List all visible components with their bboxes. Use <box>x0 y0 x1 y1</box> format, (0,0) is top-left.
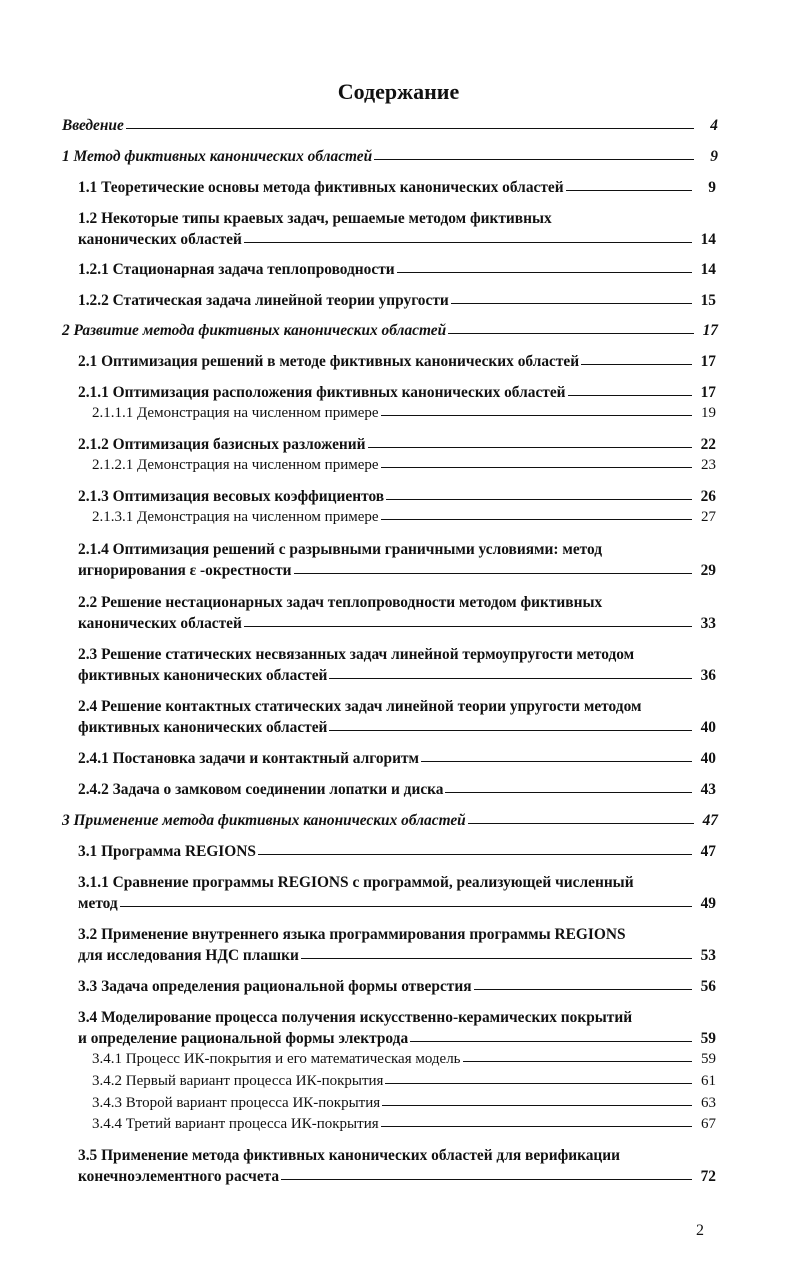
leader-line <box>566 190 692 191</box>
toc-entry-text: Введение <box>62 117 124 134</box>
leader-line <box>445 792 692 793</box>
toc-entry-1-1 <box>78 177 716 198</box>
toc-entry-2-1-2 <box>78 434 716 455</box>
toc-page-number: 17 <box>700 384 716 401</box>
toc-page-number: 47 <box>700 843 716 860</box>
toc-entry-text: фиктивных канонических областей <box>78 667 328 684</box>
toc-entry-2-1-1 <box>78 382 716 403</box>
toc-page-number: 53 <box>700 947 716 964</box>
toc-entry-text-line1: 3.2 Применение внутреннего языка программирования программы REGIONS <box>78 926 626 943</box>
toc-page-number: 23 <box>701 457 716 473</box>
toc-entry-3-5 <box>78 1145 716 1187</box>
toc-entry-3-1 <box>78 841 716 862</box>
toc-entry-3-4 <box>78 1007 716 1049</box>
toc-entry-3-1-1 <box>78 872 716 914</box>
toc-page-number: 19 <box>701 405 716 421</box>
leader-line <box>368 447 692 448</box>
toc-page-number: 22 <box>700 436 716 453</box>
toc-entry-text: 2.4.1 Постановка задачи и контактный алгоритм <box>78 750 420 767</box>
leader-line <box>258 854 692 855</box>
toc-entry-text: 3 Применение метода фиктивных канонических областей <box>62 812 466 829</box>
leader-line <box>386 499 692 500</box>
leader-line <box>448 333 694 334</box>
toc-entry-text: 2.1.3 Оптимизация весовых коэффициентов <box>78 488 385 505</box>
leader-line <box>382 1105 692 1106</box>
toc-page-number: 40 <box>700 750 716 767</box>
toc-entry-text: 2.1.1 Оптимизация расположения фиктивных канонических областей <box>78 384 566 401</box>
leader-line <box>468 823 694 824</box>
toc-page-number: 36 <box>700 667 716 684</box>
toc-entry-text: и определение рациональной формы электрода <box>78 1030 409 1047</box>
toc-entry-text: 1.2.2 Статическая задача линейной теории упругости <box>78 292 449 309</box>
toc-page-number: 59 <box>701 1051 716 1067</box>
toc-entry-text-line1: 3.1.1 Сравнение программы REGIONS с программой, реализующей численный <box>78 874 634 891</box>
toc-entry-1-2-2 <box>78 290 716 311</box>
toc-entry-2-2 <box>78 592 716 634</box>
toc-entry-3-2 <box>78 924 716 966</box>
toc-entry-chapter-2 <box>62 320 718 341</box>
toc-page-number: 17 <box>700 353 716 370</box>
toc-entry-introduction <box>62 115 718 136</box>
toc-entry-text: метод <box>78 895 118 912</box>
leader-line <box>451 303 692 304</box>
toc-entry-text: 3.4.2 Первый вариант процесса ИК-покрытия <box>92 1073 384 1089</box>
toc-entry-text: конечноэлементного расчета <box>78 1168 280 1185</box>
toc-entry-2-4-1 <box>78 748 716 769</box>
leader-line <box>244 242 692 243</box>
leader-line <box>294 573 692 574</box>
toc-page-number: 17 <box>702 322 718 339</box>
toc-page-number: 9 <box>710 148 718 165</box>
leader-line <box>397 272 692 273</box>
toc-page-number: 43 <box>700 781 716 798</box>
toc-entry-text: 2.1.2 Оптимизация базисных разложений <box>78 436 366 453</box>
leader-line <box>329 678 692 679</box>
toc-entry-2-1-3-1 <box>92 507 716 528</box>
toc-page-number: 33 <box>700 615 716 632</box>
toc-entry-1-2 <box>78 208 716 250</box>
toc-entry-3-3 <box>78 976 716 997</box>
toc-entry-chapter-3 <box>62 810 718 831</box>
toc-page-number: 40 <box>700 719 716 736</box>
leader-line <box>410 1041 692 1042</box>
toc-page-number: 9 <box>708 179 716 196</box>
leader-line <box>244 626 692 627</box>
toc-page-number: 56 <box>700 978 716 995</box>
toc-entry-3-4-3 <box>92 1093 716 1114</box>
toc-page-number: 29 <box>700 562 716 579</box>
toc-page-number: 67 <box>701 1116 716 1132</box>
toc-page-number: 59 <box>700 1030 716 1047</box>
leader-line <box>385 1083 692 1084</box>
toc-entry-text-line1: 2.3 Решение статических несвязанных задач линейной термоупругости методом <box>78 646 635 663</box>
toc-entry-text: канонических областей <box>78 615 242 632</box>
toc-entry-text: 1.1 Теоретические основы метода фиктивных канонических областей <box>78 179 564 196</box>
toc-page-number: 63 <box>701 1095 716 1111</box>
toc-page-number: 72 <box>700 1168 716 1185</box>
toc-entry-text: 1.2.1 Стационарная задача теплопроводности <box>78 261 395 278</box>
leader-line <box>329 730 692 731</box>
leader-line <box>381 467 692 468</box>
toc-entry-2-1-1-1 <box>92 403 716 424</box>
toc-entry-text: 3.4.1 Процесс ИК-покрытия и его математическая модель <box>92 1051 461 1067</box>
toc-entry-text-line1: 2.4 Решение контактных статических задач линейной теории упругости методом <box>78 698 642 715</box>
leader-line <box>120 906 692 907</box>
toc-entry-text: 3.4.3 Второй вариант процесса ИК-покрытия <box>92 1095 381 1111</box>
leader-line <box>301 958 692 959</box>
toc-entry-text: игнорирования ε -окрестности <box>78 562 292 579</box>
leader-line <box>374 159 694 160</box>
page-number: 2 <box>696 1222 704 1239</box>
toc-entry-text: 3.1 Программа REGIONS <box>78 843 256 860</box>
leader-line <box>421 761 692 762</box>
toc-entry-text: канонических областей <box>78 231 242 248</box>
toc-entry-2-1-4 <box>78 539 716 581</box>
toc-page-number: 49 <box>700 895 716 912</box>
toc-entry-2-1-2-1 <box>92 455 716 476</box>
toc-entry-3-4-4 <box>92 1114 716 1135</box>
toc-entry-2-1-3 <box>78 486 716 507</box>
toc-page-number: 14 <box>700 261 716 278</box>
leader-line <box>463 1061 692 1062</box>
toc-entry-text: 3.4.4 Третий вариант процесса ИК-покрытия <box>92 1116 379 1132</box>
toc-entry-2-1 <box>78 351 716 372</box>
toc-entry-2-4-2 <box>78 779 716 800</box>
toc-entry-chapter-1 <box>62 146 718 167</box>
toc-entry-text-line1: 3.4 Моделирование процесса получения искусственно-керамических покрытий <box>78 1009 633 1026</box>
toc-entry-2-3 <box>78 644 716 686</box>
toc-page-number: 27 <box>701 509 716 525</box>
toc-page-number: 26 <box>700 488 716 505</box>
toc-entry-3-4-2 <box>92 1071 716 1092</box>
leader-line <box>581 364 692 365</box>
toc-entry-2-4 <box>78 696 716 738</box>
toc-entry-text: 2.4.2 Задача о замковом соединении лопатки и диска <box>78 781 444 798</box>
toc-entry-text: 2.1.3.1 Демонстрация на численном примере <box>92 509 379 525</box>
toc-entry-text: 3.3 Задача определения рациональной формы отверстия <box>78 978 472 995</box>
toc-entry-1-2-1 <box>78 259 716 280</box>
toc-entry-text-line1: 3.5 Применение метода фиктивных канонических областей для верификации <box>78 1147 621 1164</box>
toc-entry-text: фиктивных канонических областей <box>78 719 328 736</box>
page-title: Содержание <box>337 79 460 104</box>
toc-entry-text-line1: 1.2 Некоторые типы краевых задач, решаемые методом фиктивных <box>78 210 552 227</box>
toc-page-number: 15 <box>700 292 716 309</box>
leader-line <box>474 989 692 990</box>
leader-line <box>281 1179 692 1180</box>
leader-line <box>381 1126 692 1127</box>
toc-entry-text: 2.1.1.1 Демонстрация на численном примере <box>92 405 379 421</box>
toc-entry-3-4-1 <box>92 1049 716 1070</box>
toc-entry-text: для исследования НДС плашки <box>78 947 299 964</box>
leader-line <box>381 519 692 520</box>
toc-page-number: 14 <box>700 231 716 248</box>
leader-line <box>126 128 694 129</box>
toc-page-number: 61 <box>701 1073 716 1089</box>
leader-line <box>381 415 692 416</box>
toc-entry-text: 2.1.2.1 Демонстрация на численном примере <box>92 457 379 473</box>
toc-entry-text: 2.1 Оптимизация решений в методе фиктивных канонических областей <box>78 353 580 370</box>
leader-line <box>568 395 692 396</box>
toc-page-number: 47 <box>702 812 718 829</box>
toc-entry-text: 1 Метод фиктивных канонических областей <box>62 148 373 165</box>
toc-entry-text-line1: 2.2 Решение нестационарных задач теплопроводности методом фиктивных <box>78 594 603 611</box>
toc-entry-text-line1: 2.1.4 Оптимизация решений с разрывными граничными условиями: метод <box>78 541 603 558</box>
toc-page-number: 4 <box>710 117 718 134</box>
toc-entry-text: 2 Развитие метода фиктивных канонических областей <box>62 322 447 339</box>
